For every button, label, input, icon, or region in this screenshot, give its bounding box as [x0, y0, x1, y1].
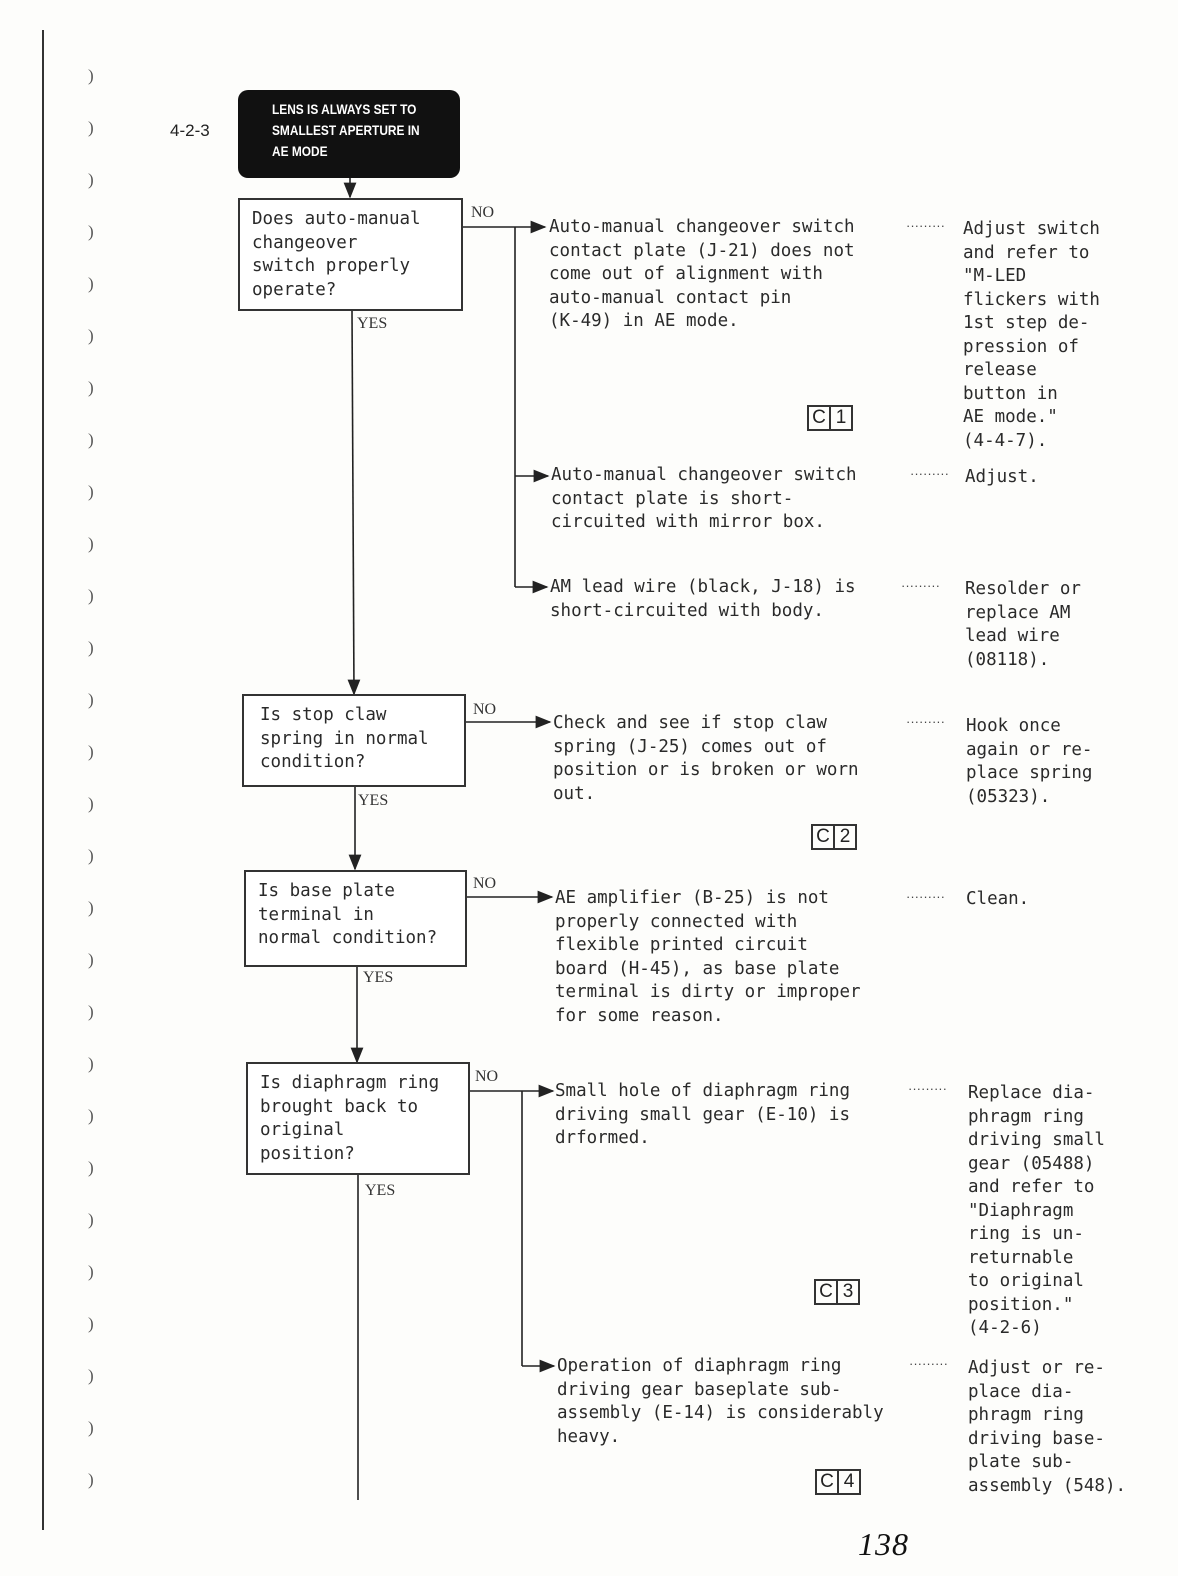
remedy-text: Adjust or re- place dia- phragm ring driving base- plate sub- assembly (548).	[968, 1358, 1127, 1496]
binder-mark: )	[88, 638, 94, 657]
binder-mark: )	[88, 1418, 94, 1437]
section-number: 4-2-3	[170, 121, 210, 140]
yes-label: YES	[357, 315, 388, 332]
no-label: NO	[473, 701, 497, 718]
no-label: NO	[471, 204, 495, 221]
dot-leader: ·········	[901, 578, 940, 593]
reference-number: 2	[833, 826, 855, 848]
cause-text: Auto-manual changeover switch contact plate (J-21) does not come out of alignment with auto-manual contact pin (K-49) in AE mode.	[549, 217, 855, 331]
question-text: Is diaphragm ring brought back to original position?	[260, 1073, 440, 1164]
binder-mark: )	[88, 66, 94, 85]
binder-mark: )	[88, 222, 94, 241]
binder-mark: )	[88, 898, 94, 917]
yes-label: YES	[365, 1182, 396, 1199]
reference-number: 4	[837, 1471, 859, 1493]
dot-leader: ·········	[906, 714, 945, 729]
binder-mark: )	[88, 1470, 94, 1489]
binder-mark: )	[88, 950, 94, 969]
cause-text: Operation of diaphragm ring driving gear baseplate sub- assembly (E-14) is considerably heavy.	[557, 1356, 884, 1447]
remedy-text: Replace dia- phragm ring driving small gear (05488) and refer to "Diaphragm ring is un- returnable to original position." (4-2-6)	[968, 1083, 1105, 1338]
dot-leader: ·········	[910, 466, 949, 481]
binder-mark: )	[88, 430, 94, 449]
reference-box	[807, 405, 853, 431]
binder-mark: )	[88, 482, 94, 501]
flowchart-title	[238, 90, 460, 178]
binder-mark: )	[88, 534, 94, 553]
question-box-1	[238, 198, 463, 311]
dot-leader: ·········	[909, 1356, 948, 1371]
remedy-text: Adjust switch and refer to "M-LED flickers with 1st step de- pression of release button in AE mode." (4-4-7).	[963, 219, 1100, 451]
reference-box	[815, 1469, 861, 1495]
yes-label: YES	[363, 969, 394, 986]
binder-mark: )	[88, 1366, 94, 1385]
question-text: Is base plate terminal in normal condition?	[258, 881, 438, 948]
binder-mark: )	[88, 1210, 94, 1229]
binder-mark: )	[88, 1158, 94, 1177]
binder-mark: )	[88, 1002, 94, 1021]
binder-mark: )	[88, 118, 94, 137]
cause-text: AM lead wire (black, J-18) is short-circuited with body.	[550, 577, 856, 621]
question-box-3	[244, 870, 467, 967]
question-box-4	[246, 1062, 470, 1175]
binder-mark: )	[88, 170, 94, 189]
dot-leader: ·········	[906, 889, 945, 904]
binder-mark: )	[88, 1314, 94, 1333]
yes-label: YES	[358, 792, 389, 809]
binder-mark: )	[88, 690, 94, 709]
binder-mark: )	[88, 586, 94, 605]
reference-number: 1	[829, 407, 851, 429]
reference-box	[814, 1279, 860, 1305]
no-label: NO	[475, 1068, 499, 1085]
reference-box	[811, 824, 857, 850]
page-number: 138	[858, 1526, 909, 1562]
binder-mark: )	[88, 274, 94, 293]
cause-text: Auto-manual changeover switch contact plate is short- circuited with mirror box.	[551, 465, 857, 532]
cause-text: Small hole of diaphragm ring driving small gear (E-10) is drformed.	[555, 1081, 851, 1148]
question-box-2	[242, 694, 466, 787]
cause-text: Check and see if stop claw spring (J-25) comes out of position or is broken or worn out.	[553, 713, 859, 804]
cause-text: AE amplifier (B-25) is not properly connected with flexible printed circuit board (H-45), as base plate terminal is dirty or improper for some reason.	[555, 888, 861, 1026]
binder-mark: )	[88, 378, 94, 397]
remedy-text: Hook once again or re- place spring (05323).	[966, 716, 1093, 807]
remedy-text: Adjust.	[965, 467, 1039, 487]
question-text: Does auto-manual changeover switch properly operate?	[252, 209, 421, 300]
reference-letter: C	[816, 826, 830, 847]
title-text: LENS IS ALWAYS SET TO SMALLEST APERTURE IN AE MODE	[272, 101, 420, 159]
binder-mark: )	[88, 794, 94, 813]
binder-mark: )	[88, 1054, 94, 1073]
remedy-text: Clean.	[966, 889, 1030, 909]
reference-number: 3	[836, 1281, 858, 1303]
no-label: NO	[473, 875, 497, 892]
binder-mark: )	[88, 1262, 94, 1281]
binder-mark: )	[88, 326, 94, 345]
remedy-text: Resolder or replace AM lead wire (08118).	[965, 579, 1081, 670]
reference-letter: C	[812, 407, 826, 428]
question-text: Is stop claw spring in normal condition?	[260, 705, 429, 772]
dot-leader: ·········	[906, 218, 945, 233]
binder-mark: )	[88, 1106, 94, 1125]
dot-leader: ·········	[908, 1081, 947, 1096]
connector-q1-yes	[352, 311, 354, 694]
reference-letter: C	[820, 1471, 834, 1492]
binder-mark: )	[88, 846, 94, 865]
reference-letter: C	[819, 1281, 833, 1302]
binder-mark: )	[88, 742, 94, 761]
